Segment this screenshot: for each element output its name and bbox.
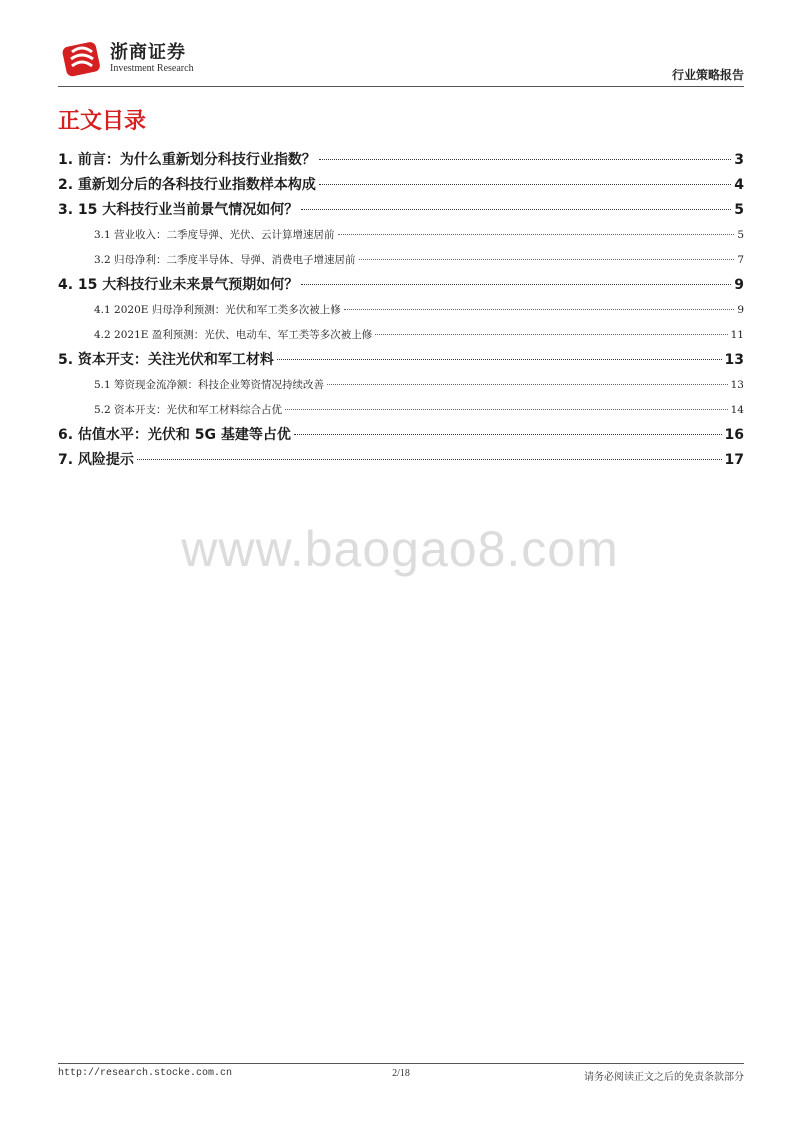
toc-entry[interactable]: [58, 423, 744, 448]
toc-subentry[interactable]: [58, 298, 744, 323]
toc-dot-leader: [277, 359, 722, 360]
toc-dot-leader: [359, 259, 735, 260]
footer-divider: [58, 1063, 744, 1064]
toc-entry-page: 4: [734, 177, 744, 193]
toc-entry-label: 3. 15 大科技行业当前景气情况如何？: [58, 202, 299, 218]
page-footer: [58, 1068, 744, 1086]
toc-entry-label: 6. 估值水平：光伏和 5G 基建等占优: [58, 427, 291, 443]
watermark: www.baogao8.com: [181, 521, 619, 577]
toc-dot-leader: [338, 234, 735, 235]
toc-entry-label: 4. 15 大科技行业未来景气预期如何？: [58, 277, 299, 293]
toc-entry-page: 13: [724, 352, 744, 368]
toc-entry-label: 4.1 2020E 归母净利预测：光伏和军工类多次被上修: [94, 304, 341, 316]
toc-entry-label: 3.1 营业收入：二季度导弹、光伏、云计算增速居前: [94, 229, 335, 241]
toc-entry-page: 7: [737, 254, 744, 266]
page-header: [58, 30, 744, 86]
toc-dot-leader: [319, 159, 731, 160]
footer-url-link[interactable]: http://research.stocke.com.cn: [58, 1068, 233, 1079]
toc-entry-label: 4.2 2021E 盈利预测：光伏、电动车、军工类等多次被上修: [94, 329, 373, 341]
toc-entry-page: 14: [730, 404, 744, 416]
toc-title: 正文目录: [58, 109, 147, 134]
footer-page-number: 2/18: [392, 1068, 410, 1079]
toc-entry-label: 1. 前言：为什么重新划分科技行业指数？: [58, 152, 316, 168]
toc-entry-page: 5: [737, 229, 744, 241]
toc-entry-page: 17: [724, 452, 744, 468]
toc-entry[interactable]: [58, 348, 744, 373]
toc-dot-leader: [301, 284, 731, 285]
toc-entry-label: 2. 重新划分后的各科技行业指数样本构成: [58, 177, 316, 193]
toc-dot-leader: [327, 384, 728, 385]
toc-subentry[interactable]: [58, 373, 744, 398]
toc-entry[interactable]: [58, 173, 744, 198]
toc-entry[interactable]: [58, 148, 744, 173]
toc-entry-page: 11: [730, 329, 744, 341]
toc-entry[interactable]: [58, 198, 744, 223]
toc-dot-leader: [294, 434, 722, 435]
logo-chinese-name: 浙商证券: [110, 42, 186, 63]
toc-entry-label: 7. 风险提示: [58, 452, 134, 468]
toc-dot-leader: [319, 184, 731, 185]
toc-entry-label: 3.2 归母净利：二季度半导体、导弹、消费电子增速居前: [94, 254, 356, 266]
toc-entry-page: 9: [734, 277, 744, 293]
header-divider: [58, 86, 744, 87]
logo-english-name: Investment Research: [110, 63, 194, 74]
toc-entry-page: 16: [724, 427, 744, 443]
toc-dot-leader: [301, 209, 731, 210]
table-of-contents: [58, 148, 744, 473]
toc-entry-page: 9: [737, 304, 744, 316]
toc-dot-leader: [137, 459, 722, 460]
report-type-label: 行业策略报告: [671, 68, 744, 82]
toc-subentry[interactable]: [58, 323, 744, 348]
toc-entry[interactable]: [58, 273, 744, 298]
toc-dot-leader: [375, 334, 727, 335]
toc-entry-label: 5.1 筹资现金流净额：科技企业筹资情况持续改善: [94, 379, 325, 391]
toc-entry-label: 5. 资本开支：关注光伏和军工材料: [58, 352, 274, 368]
toc-subentry[interactable]: [58, 398, 744, 423]
toc-dot-leader: [285, 409, 728, 410]
toc-entry-label: 5.2 资本开支：光伏和军工材料综合占优: [94, 404, 283, 416]
logo-icon: [62, 38, 102, 78]
toc-entry-page: 13: [730, 379, 744, 391]
toc-subentry[interactable]: [58, 248, 744, 273]
toc-dot-leader: [344, 309, 735, 310]
footer-disclaimer: 请务必阅读正文之后的免责条款部分: [584, 1072, 744, 1083]
toc-entry-page: 3: [734, 152, 744, 168]
toc-entry-page: 5: [734, 202, 744, 218]
toc-subentry[interactable]: [58, 223, 744, 248]
toc-entry[interactable]: [58, 448, 744, 473]
